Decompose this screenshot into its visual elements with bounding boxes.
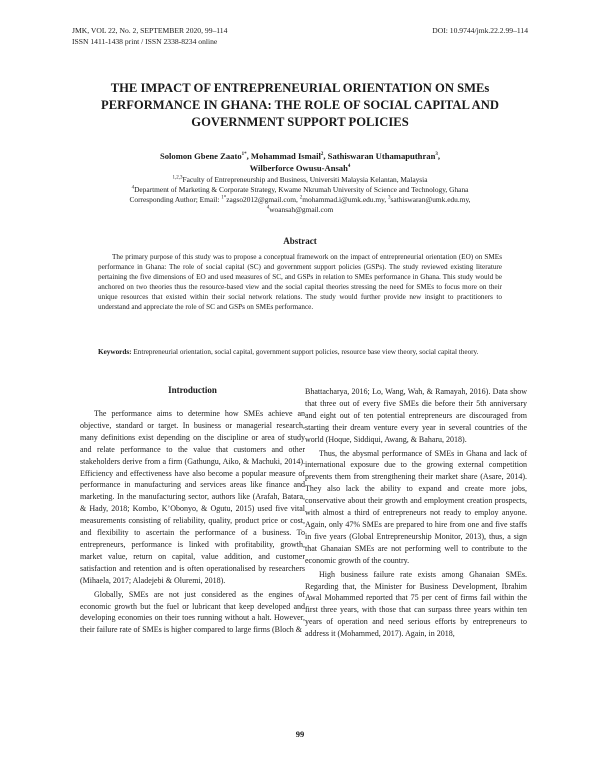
abstract-text: The primary purpose of this study was to propose a conceptual framework on the impact of entrepreneurial orientation (EO) on SMEs performance in Ghana: The role of social capital (SC) and government support policies (GSPs). The study reviewed existing literature pertaining the five dimensions of EO and used measures of SC, and GSPs in relation to SMEs performance in Ghana. This study would be anchored on two theories thus the resource-based view and the social capital theories stressing the need for SMEs to focus more on their unique resources that existed within their social network relations. The study would further provide new insight to practitioners to understand and appreciate the role of SC and GSPs on SMEs performance. (98, 253, 502, 311)
left-column (80, 408, 305, 636)
author-email-link[interactable]: zagso2012@gmail.com, (226, 195, 300, 204)
author-name: Solomon Gbene Zaato (159, 151, 242, 161)
author-name: , Sathiswaran Uthamaputhran (323, 151, 436, 161)
affiliation-line (60, 175, 540, 185)
affiliation-text: Faculty of Entrepreneurship and Business, Universiti Malaysia Kelantan, Malaysia (182, 175, 428, 184)
author-marker: 2 (320, 152, 324, 158)
affiliation-line (60, 185, 540, 195)
author-email-link[interactable]: mohammad.i@umk.edu.my, (302, 195, 389, 204)
keywords-label: Keywords: (98, 348, 132, 356)
body-paragraph: Thus, the abysmal performance of SMEs in Ghana and lack of international exposure due to the growing external competition prevents them from strengthening their market share (Asare, 2014). They also lack the ability to expand and create more jobs, conservative about their growth and employment creation prospects, with almost a third of entrepreneurs not ready to employ anyone. Again, only 47% SMEs are prepared to hire from one and five staffs in five years (Global Entrepreneurship Monitor, 2013), thus, a sign that Ghanaian SMEs are not performing well to contribute to the economic growth of the country. (305, 448, 527, 565)
body-paragraph: High business failure rate exists among Ghanaian SMEs. Regarding that, the Minister for Business Development, Ibrahim Awal Mohammed reported that 75 per cent of firms fail within the first three years, with those that can surpass three years within ten years of operation and need serious efforts by entrepreneurs to address it (Mohammed, 2017). Again, in 2018, (305, 569, 527, 639)
author-name: , Mohammad Ismail (246, 151, 321, 161)
author-marker: 1* (241, 152, 247, 158)
body-paragraph: Globally, SMEs are not just considered as the engines of economic growth but the fuel or lubricant that keep developed and developing economies on their toes running without a halt. However, their failure rate of SMEs is higher compared to large firms (Bloch & (80, 589, 305, 635)
author-marker: 3 (435, 152, 438, 158)
paper-title (60, 80, 540, 131)
corresponding-label: Corresponding Author; Email: (129, 195, 222, 204)
title-line: GOVERNMENT SUPPORT POLICIES (191, 115, 409, 129)
title-line: THE IMPACT OF ENTREPRENEURIAL ORIENTATION ON SMEs (110, 81, 490, 95)
affiliation-marker: 1,2,3 (172, 175, 183, 181)
journal-volume: JMK, VOL 22, No. 2, SEPTEMBER 2020, 99–114 (72, 26, 228, 35)
corresponding-author-line (60, 195, 540, 205)
corresponding-author-line (60, 205, 540, 215)
page-number: 99 (295, 729, 305, 739)
author-separator: , (437, 151, 441, 161)
right-column (305, 386, 527, 640)
affiliations (60, 175, 540, 215)
author-email-link[interactable]: woansah@gmail.com (269, 205, 334, 214)
email-marker: 1* (221, 195, 227, 201)
email-marker: 4 (266, 205, 270, 211)
author-email-link[interactable]: sathiswaran@umk.edu.my, (390, 195, 471, 204)
introduction-heading: Introduction (168, 385, 217, 395)
affiliation-text: Department of Marketing & Corporate Strategy, Kwame Nkrumah University of Science and Technology, Ghana (134, 185, 469, 194)
affiliation-marker: 4 (131, 185, 135, 191)
body-paragraph: Bhattacharya, 2016; Lo, Wang, Wah, & Ramayah, 2016). Data show that three out of every five SMEs die before their 5th anniversary and eight out of ten potential entrepreneurs are discouraged from starting their dream venture every year in several countries of the world (Hoque, Siddiqui, Awang, & Baharu, 2018). (305, 387, 527, 444)
title-line: PERFORMANCE IN GHANA: THE ROLE OF SOCIAL CAPITAL AND (101, 98, 499, 112)
doi: DOI: 10.9744/jmk.22.2.99–114 (432, 26, 528, 35)
author-name: Wilberforce Owusu-Ansah (249, 163, 348, 173)
keywords (98, 347, 502, 357)
author-list (60, 150, 540, 174)
email-marker: 2 (299, 195, 303, 201)
journal-issn: ISSN 1411-1438 print / ISSN 2338-8234 online (72, 37, 218, 46)
keywords-text: Entrepreneurial orientation, social capital, government support policies, resource base view theory, social capital theory. (131, 348, 479, 356)
email-marker: 3 (388, 195, 391, 201)
journal-header (72, 25, 227, 47)
abstract-heading: Abstract (283, 236, 317, 246)
body-paragraph: The performance aims to determine how SMEs achieve an objective, standard or target. In business or managerial research, many definitions exist depending on the discipline or area of study and relate performance to the value that customers and other stakeholders derive from a firm (Gathungu, Aiko, & Machuki, 2014). Efficiency and effectiveness have also become a popular measure of performance in manufacturing and services areas like finance and marketing. In the manufacturing sector, authors like (Arafah, Batara, & Hady, 2018; Kombo, K’Obonyo, & Ogutu, 2015) used five vital measurements consisting of reliability, quality, product price or cost, and flexibility to ascertain the performance of a business. To entrepreneurs, performance is linked with profitability, growth, market value, return on capital, value addition, and customer satisfaction and retention and is often operationalised by researchers (Mihaela, 2017; Aladejebi & Oluremi, 2018). (80, 409, 305, 585)
author-marker: 4 (347, 164, 351, 170)
